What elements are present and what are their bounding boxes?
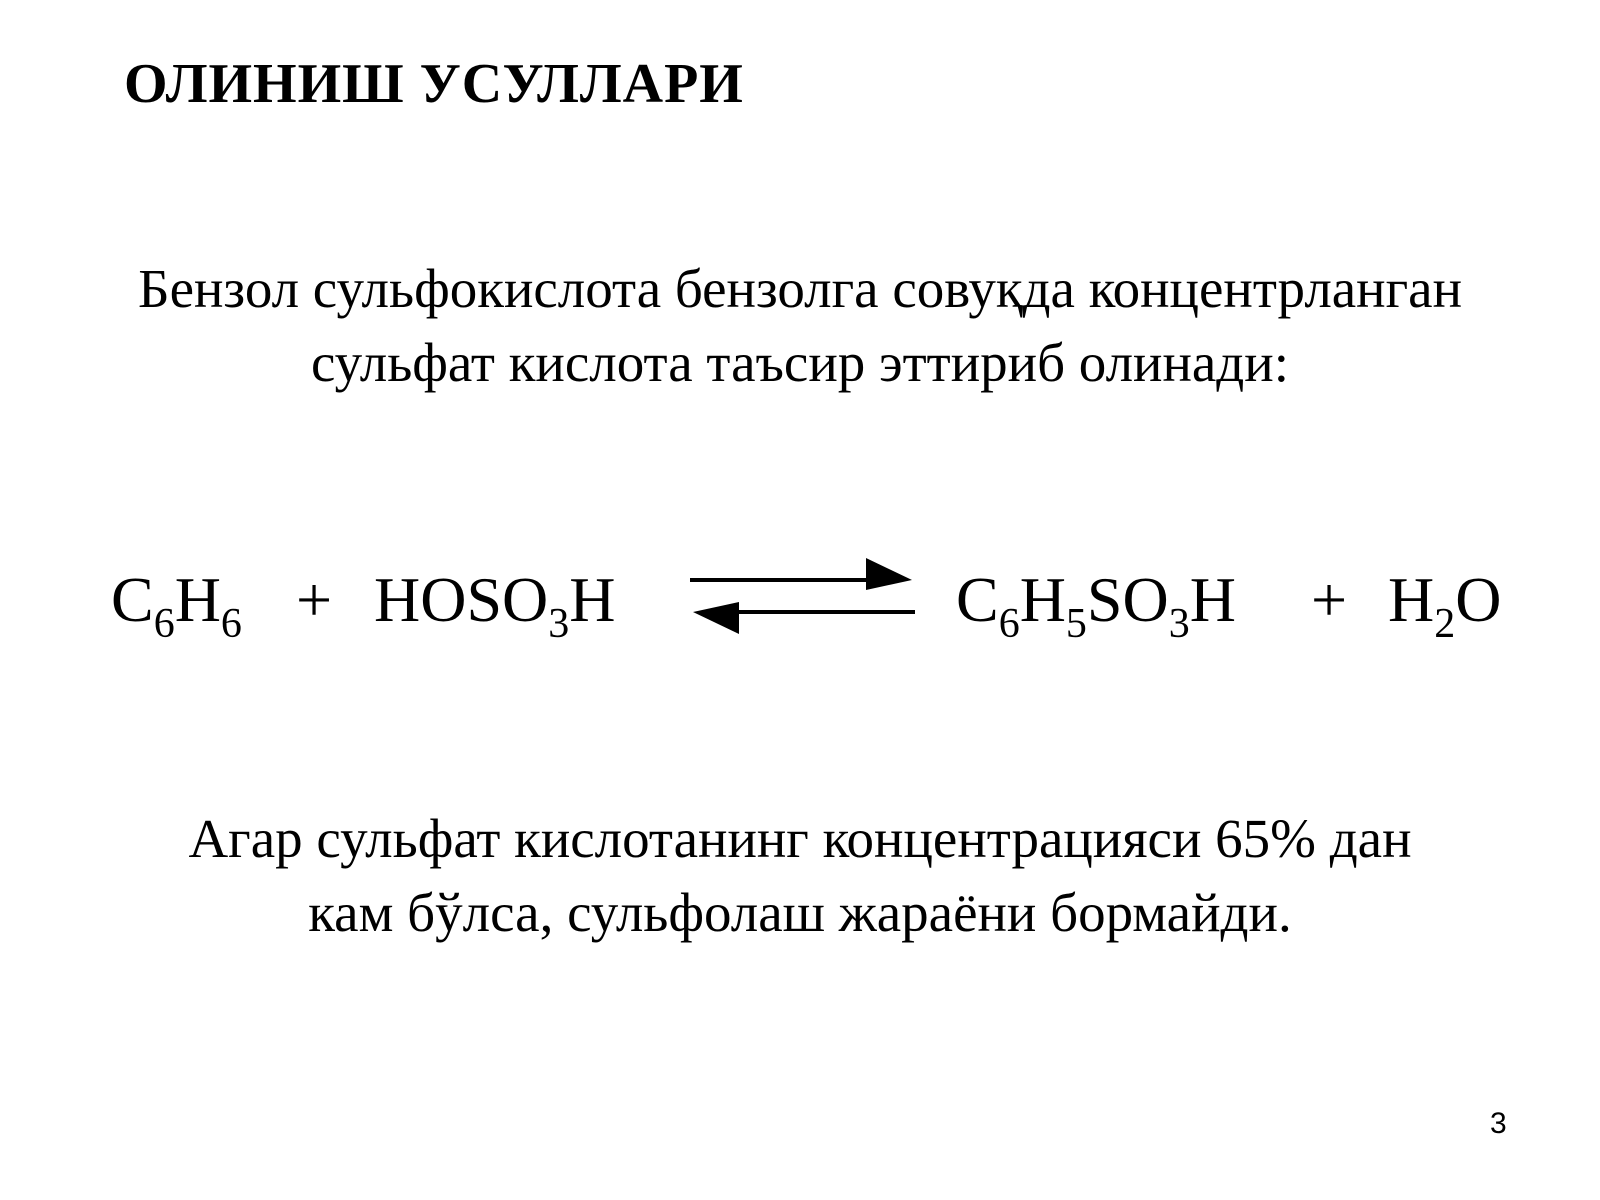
- plus-sign: +: [1311, 564, 1348, 635]
- intro-paragraph: [0, 252, 1600, 400]
- reactant-sulfuric-acid: $HOSO_3H$: [374, 564, 616, 647]
- forward-arrow-head: [866, 558, 912, 590]
- equilibrium-arrows-icon: [690, 556, 915, 636]
- slide-title: ОЛИНИШ УСУЛЛАРИ: [124, 53, 744, 115]
- product-water: $H_2O$: [1388, 564, 1502, 647]
- condition-paragraph-line-1: Агар сульфат кислотанинг концентрацияси 65% дан: [188, 808, 1412, 869]
- reactant-benzene: $C_6H_6$: [111, 564, 242, 647]
- plus-sign: +: [296, 564, 333, 635]
- condition-paragraph: [0, 802, 1600, 950]
- reverse-arrow-head: [693, 602, 739, 634]
- condition-paragraph-line-2: кам бўлса, сульфолаш жараёни бормайди.: [308, 882, 1292, 943]
- intro-paragraph-line-1: Бензол сульфокислота бензолга совуқда концентрланган: [137, 258, 1463, 319]
- product-benzenesulfonic-acid: $C_6H_5SO_3H$: [956, 564, 1236, 647]
- page-number: 3: [1490, 1107, 1507, 1140]
- intro-paragraph-line-2: сульфат кислота таъсир эттириб олинади:: [311, 332, 1289, 393]
